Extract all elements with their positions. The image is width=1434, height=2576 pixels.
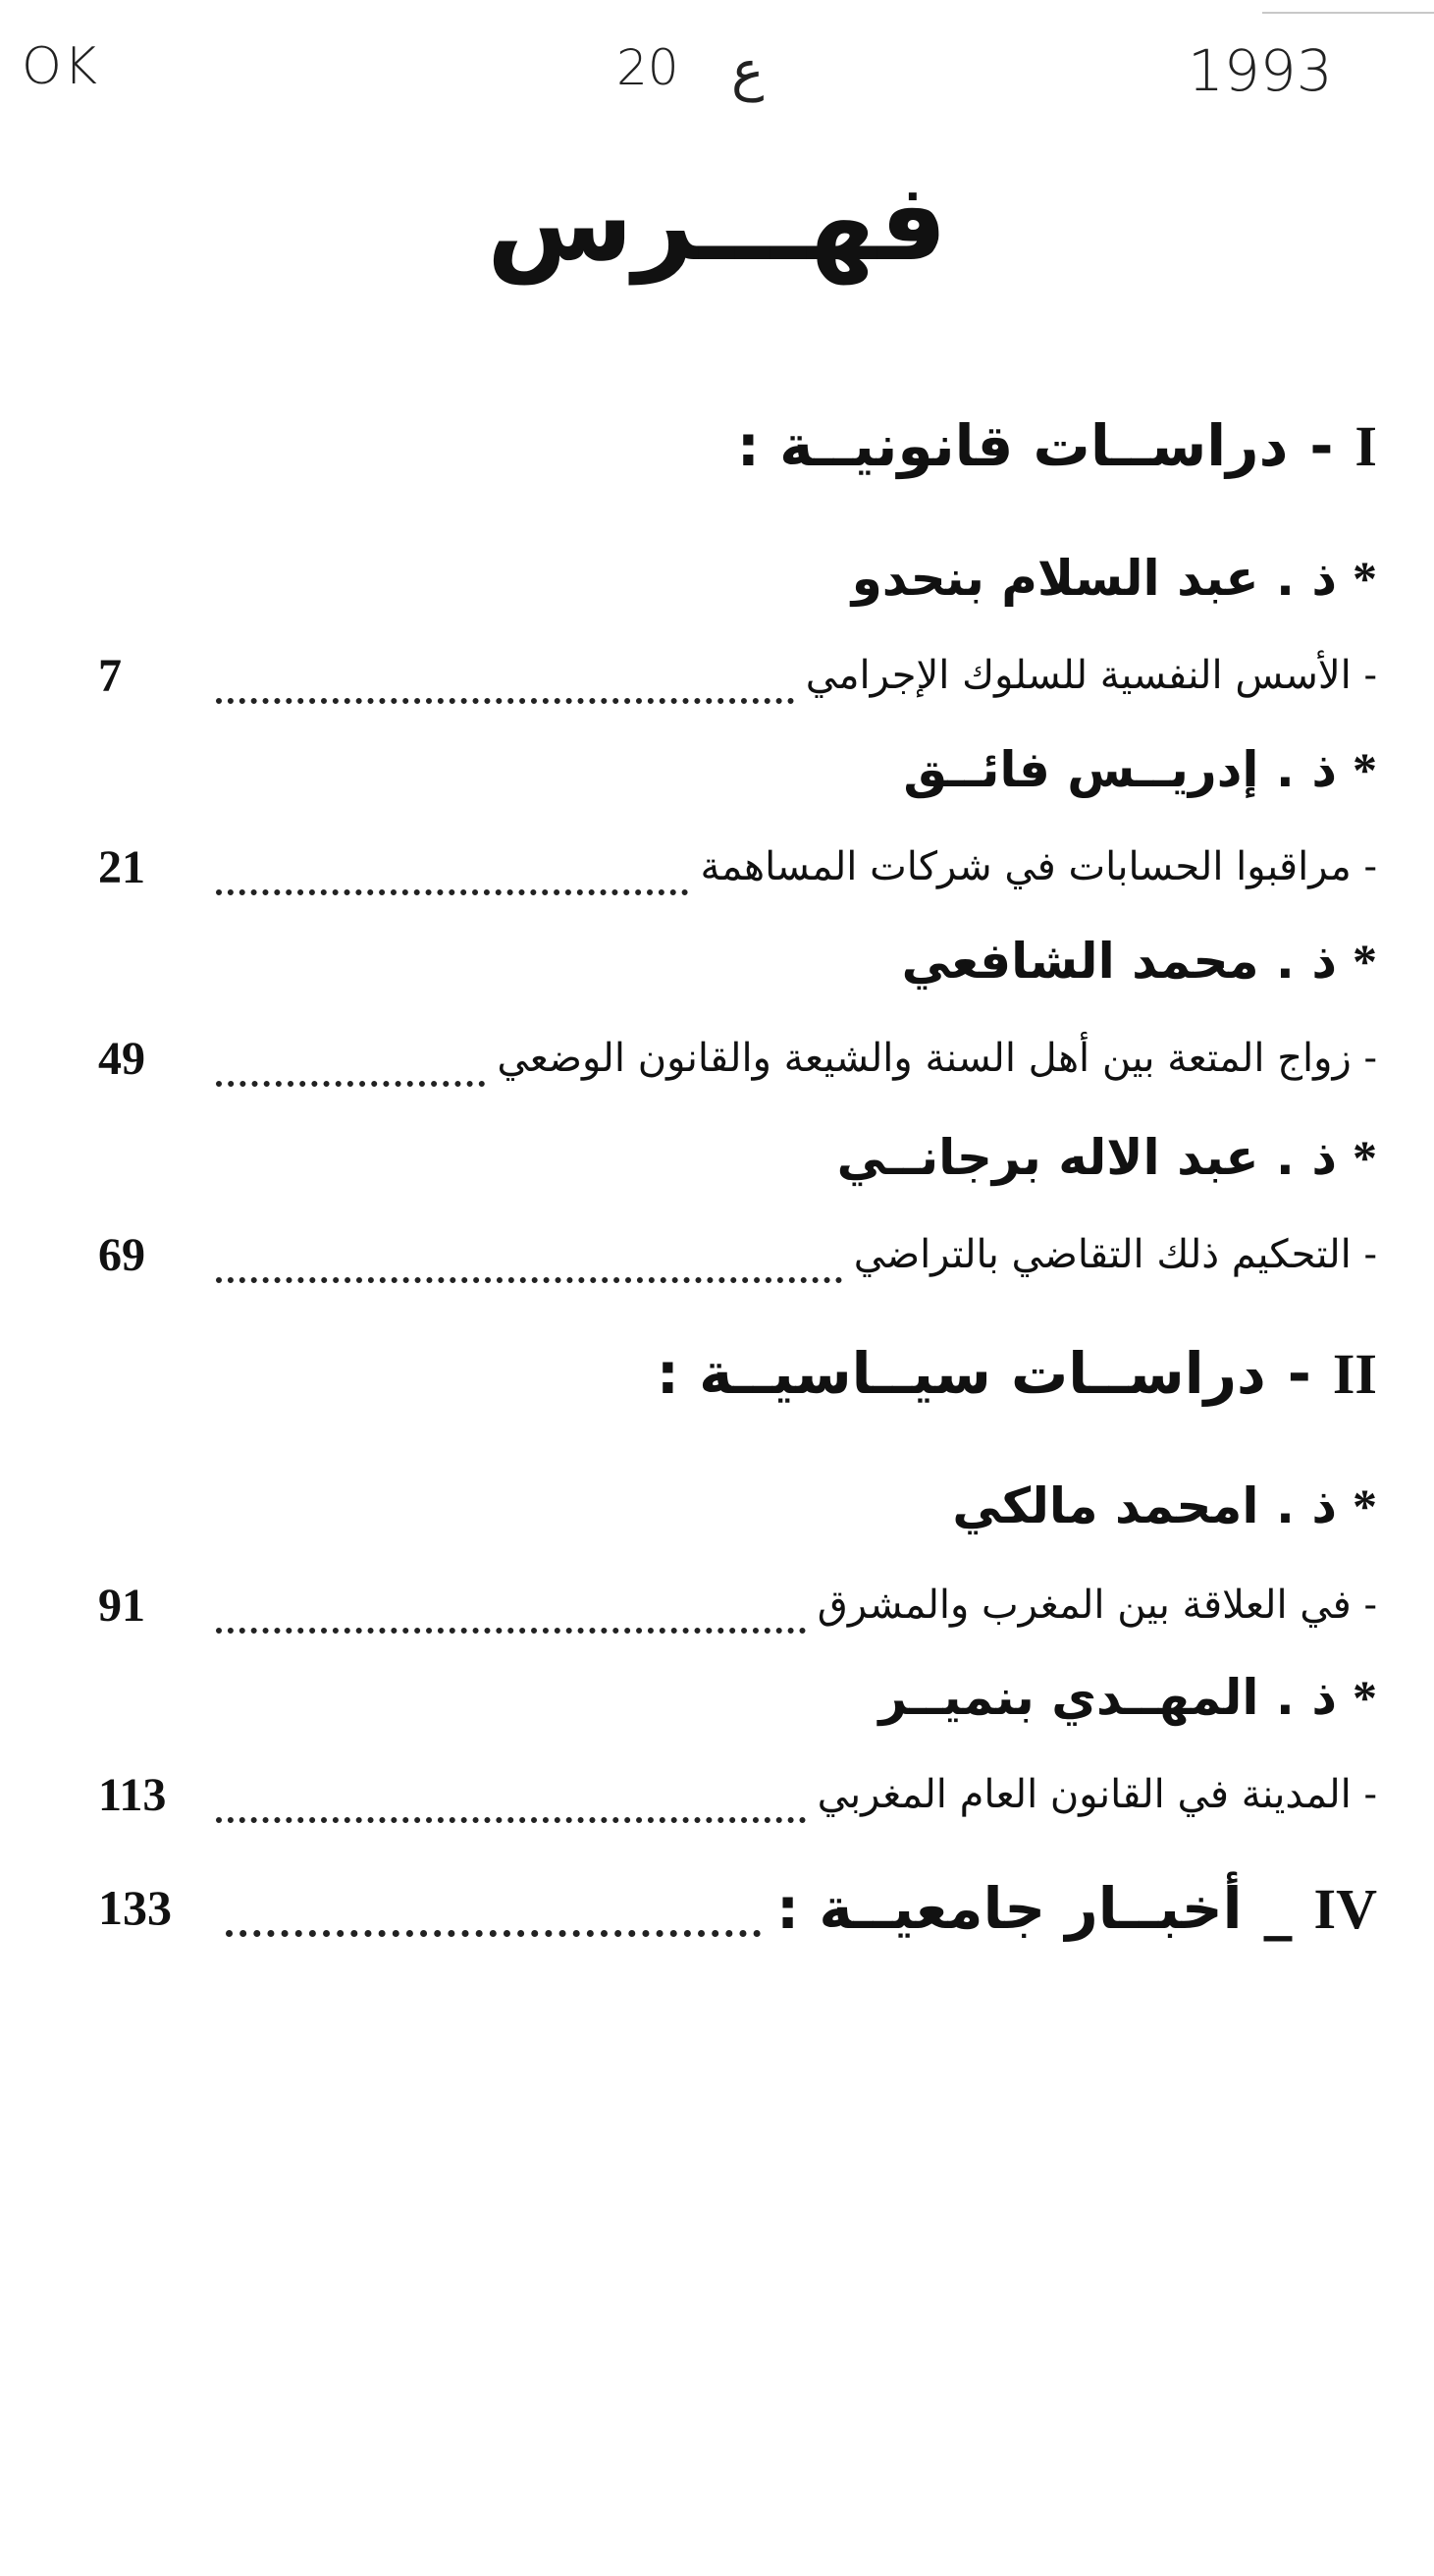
entry-title-text: في العلاقة بين المغرب والمشرق <box>817 1583 1352 1628</box>
star-marker: * <box>1353 1670 1377 1725</box>
entry-dash: - <box>1363 844 1377 889</box>
dot-leader <box>216 659 794 704</box>
author-name: ذ . إدريــس فائــق <box>903 741 1337 798</box>
page-number: 49 <box>98 1033 145 1085</box>
author-name: ذ . عبد السلام بنحدو <box>851 550 1337 607</box>
entry-title-text: الأسس النفسية للسلوك الإجرامي <box>805 653 1352 698</box>
dot-leader <box>216 850 688 895</box>
star-marker: * <box>1353 1130 1377 1185</box>
page-number: 91 <box>98 1580 145 1632</box>
star-marker: * <box>1353 742 1377 797</box>
star-marker: * <box>1353 551 1377 606</box>
toc-entry-final[interactable] <box>98 1875 1377 1954</box>
page-number: 7 <box>98 650 122 702</box>
entry-dash: - <box>1363 1583 1377 1628</box>
page-title: فهـــرس <box>487 162 947 285</box>
author-heading <box>837 1129 1377 1186</box>
section-title: دراســات قانونيــة : <box>736 412 1289 479</box>
star-marker: * <box>1353 1478 1377 1533</box>
author-name: ذ . محمد الشافعي <box>901 933 1337 990</box>
section-title: أخبــار جامعيــة : <box>776 1875 1243 1942</box>
author-heading <box>952 1477 1377 1534</box>
star-marker: * <box>1353 934 1377 989</box>
article-title <box>818 1583 1377 1628</box>
entry-title-text: المدينة في القانون العام المغربي <box>817 1772 1352 1817</box>
page-number: 133 <box>98 1880 172 1935</box>
author-heading <box>903 741 1377 798</box>
section-numeral: II <box>1332 1342 1377 1406</box>
toc-entry[interactable] <box>98 841 1377 903</box>
author-heading <box>852 550 1377 607</box>
entry-title-text: زواج المتعة بين أهل السنة والشيعة والقانون الوضعي <box>497 1036 1352 1081</box>
section-title: دراســات سيــاسيــة : <box>656 1340 1266 1407</box>
author-heading <box>878 1669 1377 1726</box>
toc-entry[interactable] <box>98 1769 1377 1831</box>
article-title <box>700 844 1377 889</box>
entry-title-text: مراقبوا الحسابات في شركات المساهمة <box>700 844 1352 889</box>
handwritten-year: 1993 <box>1188 37 1333 104</box>
section-numeral: IV <box>1313 1877 1377 1941</box>
section-heading-2 <box>657 1340 1377 1407</box>
dot-leader <box>216 1042 485 1087</box>
dot-leader <box>216 1238 842 1283</box>
author-heading <box>902 933 1377 990</box>
page-number: 69 <box>98 1229 145 1281</box>
article-title <box>497 1036 1377 1081</box>
section-numeral: I <box>1354 414 1377 478</box>
dot-leader <box>226 1885 761 1937</box>
article-title <box>854 1232 1377 1277</box>
section-heading-4 <box>776 1875 1377 1942</box>
section-dash: _ <box>1263 1875 1293 1942</box>
toc-entry[interactable] <box>98 1229 1377 1291</box>
article-title <box>818 1772 1377 1817</box>
section-heading-1 <box>737 412 1377 479</box>
entry-dash: - <box>1363 653 1377 698</box>
section-dash: - <box>1309 412 1334 479</box>
author-name: ذ . المهــدي بنميــر <box>878 1669 1337 1726</box>
article-title <box>806 653 1377 698</box>
handwritten-issue-number: 20 <box>616 39 679 96</box>
scan-edge-line <box>1262 12 1434 14</box>
toc-entry[interactable] <box>98 1033 1377 1095</box>
page-number: 113 <box>98 1769 167 1821</box>
entry-title-text: التحكيم ذلك التقاضي بالتراضي <box>853 1232 1352 1277</box>
toc-entry[interactable] <box>98 650 1377 712</box>
author-name: ذ . امحمد مالكي <box>952 1477 1337 1534</box>
handwritten-ok: OK <box>22 37 100 96</box>
entry-dash: - <box>1363 1036 1377 1081</box>
section-dash: - <box>1287 1340 1311 1407</box>
author-name: ذ . عبد الاله برجانــي <box>836 1129 1337 1186</box>
page-number: 21 <box>98 841 145 893</box>
entry-dash: - <box>1363 1772 1377 1817</box>
dot-leader <box>216 1778 806 1823</box>
dot-leader <box>216 1588 806 1634</box>
toc-entry[interactable] <box>98 1580 1377 1641</box>
entry-dash: - <box>1363 1232 1377 1277</box>
handwritten-ain-letter: ع <box>731 39 765 103</box>
